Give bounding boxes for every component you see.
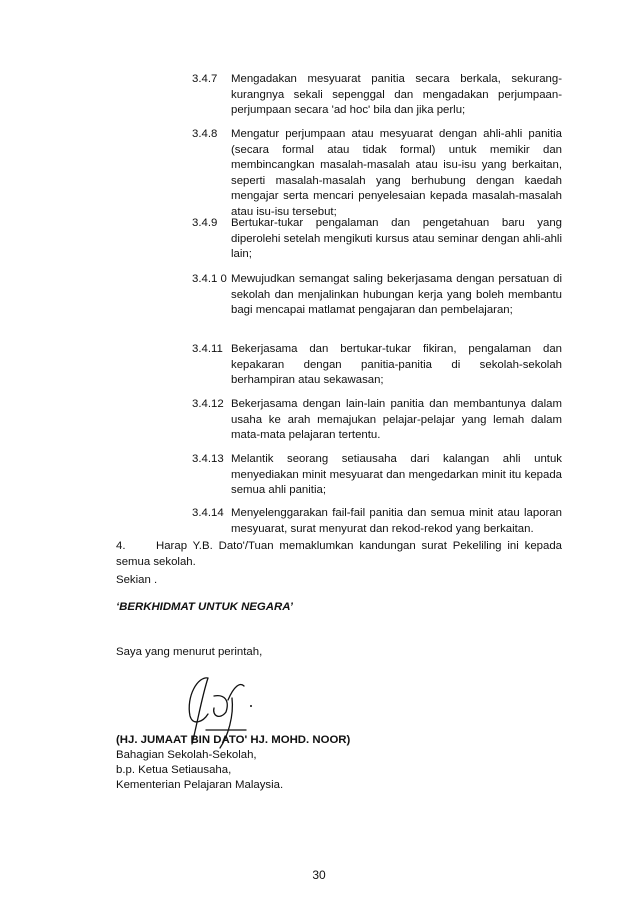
list-item-3-4-8 [192,127,562,221]
item-number: 3.4.9 [192,217,218,229]
signatory-name: (HJ. JUMAAT BIN DATO' HJ. MOHD. NOOR) [116,734,351,746]
item-number: 3.4.11 [192,343,223,355]
item-number: 3.4.1 0 [192,273,227,285]
item-number: 3.4.12 [192,398,224,410]
item-text: Bekerjasama dengan lain-lain panitia dan membantunya dalam usaha ke arah memajukan pelajar-pelajar yang lemah dalam mata-mata pelajaran tertentu. [231,398,562,442]
list-item-3-4-14 [192,506,562,537]
signatory-division: Bahagian Sekolah-Sekolah, [116,749,257,761]
item-text: Melantik seorang setiausaha dari kalangan ahli untuk menyediakan minit mesyuarat dan mengedarkan minit itu kepada semua ahli panitia; [231,453,562,497]
motto: ‘BERKHIDMAT UNTUK NEGARA’ [116,601,293,613]
item-number: 3.4.7 [192,73,218,85]
item-text: Bekerjasama dan bertukar-tukar fikiran, pengalaman dan kepakaran dengan panitia-panitia di sekolah-sekolah berhampiran atau sekawasan; [231,343,562,387]
item-text: Menyelenggarakan fail-fail panitia dan semua minit atau laporan mesyuarat, surat menyurat dan rekod-rekod yang berkaitan. [231,507,562,535]
item-text: Mengatur perjumpaan atau mesyuarat dengan ahli-ahli panitia (secara formal atau tidak formal) untuk memikir dan membincangkan masalah-masalah atau isu-isu yang berkaitan, seperti masalah-masalah yang berhubung dengan kaedah mengajar serta mencari penyelesaian kepada masalah-masalah atau isu-isu tersebut; [231,128,562,218]
page-number: 30 [312,868,326,882]
list-item-3-4-13 [192,452,562,499]
signatory-on-behalf: b.p. Ketua Setiausaha, [116,764,232,776]
list-item-3-4-11 [192,342,562,389]
paragraph-4 [116,539,562,570]
closing-text: Sekian . [116,574,158,586]
paragraph-number: 4. [116,540,126,552]
item-text: Mewujudkan semangat saling bekerjasama dengan persatuan di sekolah dan menjalinkan hubungan kerja yang boleh membantu bagi mencapai matlamat pengajaran dan pembelajaran; [231,273,562,317]
item-text: Mengadakan mesyuarat panitia secara berkala, sekurang-kurangnya sekali sepenggal dan mengadakan perjumpaan-perjumpaan secara 'ad hoc' bila dan jika perlu; [231,73,562,117]
list-item-3-4-12 [192,397,562,444]
item-number: 3.4.14 [192,507,224,519]
list-item-3-4-10 [192,272,562,319]
item-number: 3.4.8 [192,128,218,140]
list-item-3-4-9 [192,216,562,263]
sign-off-text: Saya yang menurut perintah, [116,646,263,658]
signatory-ministry: Kementerian Pelajaran Malaysia. [116,779,284,791]
item-text: Bertukar-tukar pengalaman dan pengetahuan baru yang diperolehi setelah mengikuti kursus atau seminar dengan ahli-ahli lain; [231,217,562,261]
list-item-3-4-7 [192,72,562,119]
item-number: 3.4.13 [192,453,224,465]
paragraph-text: Harap Y.B. Dato'/Tuan memaklumkan kandungan surat Pekeliling ini kepada semua sekolah. [116,540,562,568]
